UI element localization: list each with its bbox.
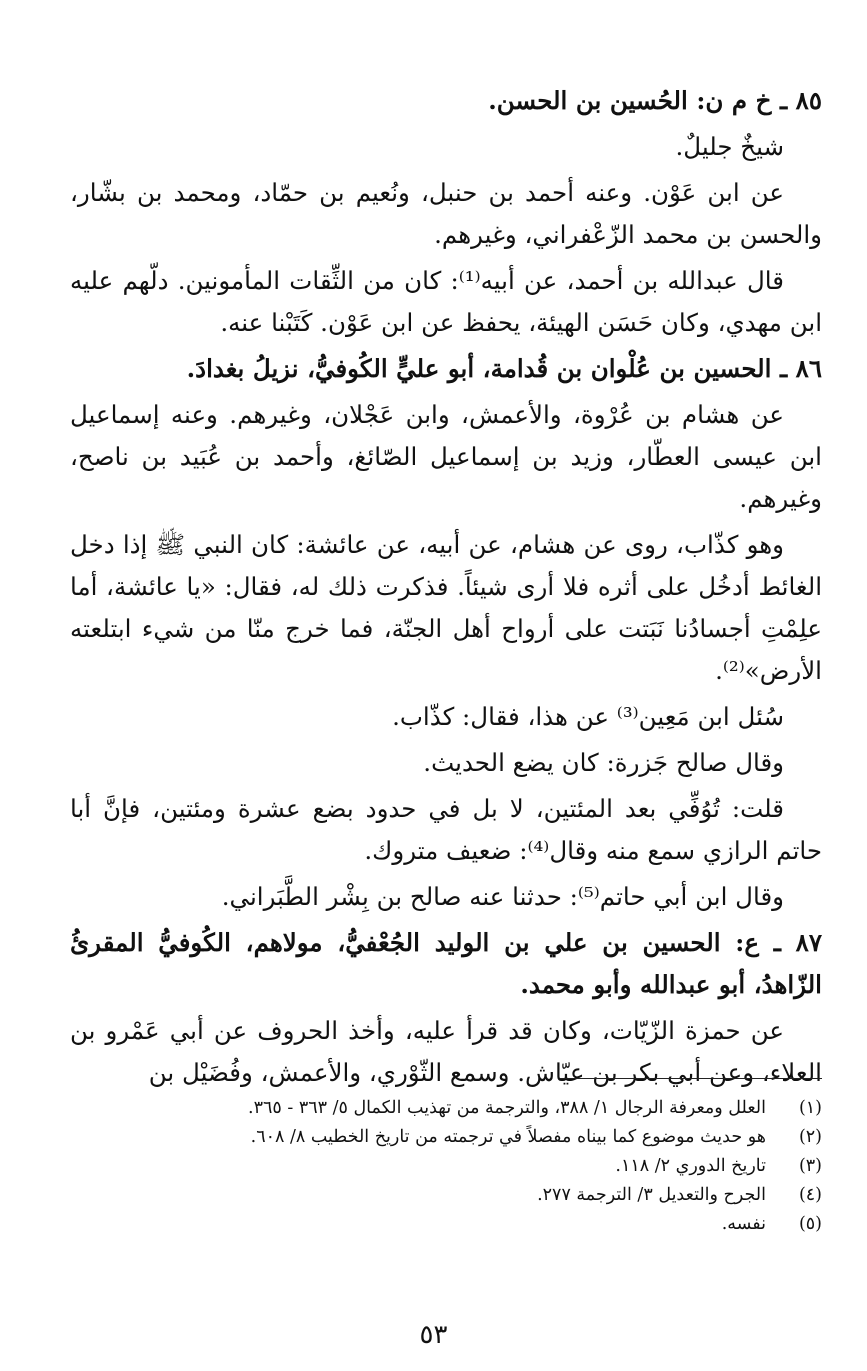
footnote-number: (٣) <box>798 1156 822 1176</box>
footnote-number: (٢) <box>798 1127 822 1147</box>
paragraph: وهو كذّاب، روى عن هشام، عن أبيه، عن عائشة: كان النبي ﷺ إذا دخل الغائط أدخُل على أثره فلا أرى شيئاً. فذكرت ذلك له، فقال: «يا عائشة، أما علِمْتِ أجسادُنا نَبَتت على أرواح أهل الجنّة، فما خرج منّا من شيء ابتلعته الأرض»⁽²⁾. <box>70 530 822 685</box>
footnote <box>70 1181 822 1210</box>
paragraph: قلت: تُوُفِّي بعد المئتين، لا بل في حدود بضع عشرة ومئتين، فإنَّ أبا حاتم الرازي سمع منه وقال⁽⁴⁾: ضعيف متروك. <box>70 794 822 865</box>
footnote-text: نفسه. <box>721 1214 766 1234</box>
footnote <box>70 1210 822 1239</box>
paragraph: وقال صالح جَزرة: كان يضع الحديث. <box>423 748 784 777</box>
footnote-separator <box>560 1078 822 1079</box>
paragraph: عن حمزة الزّيّات، وكان قد قرأ عليه، وأخذ الحروف عن أبي عَمْرو بن العلاء، وعن أبي بكر بن عيّاش. وسمع الثّوْري، والأعمش، وفُضَيْل بن <box>70 1016 822 1087</box>
page-number: ٥٣ <box>419 1320 448 1350</box>
footnote-text: الجرح والتعديل ٣/ الترجمة ٢٧٧. <box>537 1185 766 1205</box>
entry-heading-86: ٨٦ ـ الحسين بن عُلْوان بن قُدامة، أبو عليٍّ الكُوفيُّ، نزيلُ بغدادَ. <box>186 354 822 383</box>
footnote-number: (٥) <box>798 1214 822 1234</box>
footnote <box>70 1094 822 1123</box>
main-text <box>70 80 822 1098</box>
entry-heading-85: ٨٥ ـ خ م ن: الحُسين بن الحسن. <box>488 86 822 115</box>
paragraph: وقال ابن أبي حاتم⁽⁵⁾: حدثنا عنه صالح بن بِشْر الطَّبَراني. <box>221 882 784 911</box>
paragraph: عن ابن عَوْن. وعنه أحمد بن حنبل، ونُعيم بن حمّاد، ومحمد بن بشّار، والحسن بن محمد الزّعْفراني، وغيرهم. <box>70 178 822 249</box>
paragraph: سُئل ابن مَعِين⁽³⁾ عن هذا، فقال: كذّاب. <box>392 702 784 731</box>
footnote-number: (١) <box>798 1098 822 1118</box>
footnote-number: (٤) <box>798 1185 822 1205</box>
footnote-text: تاريخ الدوري ٢/ ١١٨. <box>615 1156 766 1176</box>
paragraph: عن هشام بن عُرْوة، والأعمش، وابن عَجْلان، وغيرهم. وعنه إسماعيل ابن عيسى العطّار، وزيد بن إسماعيل الصّائغ، وأحمد بن عُبَيد بن ناصح، وغيرهم. <box>70 400 822 513</box>
footnote-text: هو حديث موضوع كما بيناه مفصلاً في ترجمته من تاريخ الخطيب ٨/ ٦٠٨. <box>250 1127 766 1147</box>
footnote <box>70 1123 822 1152</box>
footnotes <box>70 1094 822 1239</box>
entry-heading-87: ٨٧ ـ ع: الحسين بن علي بن الوليد الجُعْفيُّ، مولاهم، الكُوفيُّ المقرئُ الزّاهدُ، أبو عبدالله وأبو محمد. <box>70 928 822 999</box>
footnote <box>70 1152 822 1181</box>
footnote-text: العلل ومعرفة الرجال ١/ ٣٨٨، والترجمة من تهذيب الكمال ٥/ ٣٦٣ - ٣٦٥. <box>247 1098 766 1118</box>
paragraph: قال عبدالله بن أحمد، عن أبيه⁽¹⁾: كان من الثِّقات المأمونين. دلّهم عليه ابن مهدي، وكان حَسَن الهيئة، يحفظ عن ابن عَوْن. كَتَبْنا عنه. <box>70 266 822 337</box>
paragraph: شيخٌ جليلٌ. <box>675 132 784 161</box>
